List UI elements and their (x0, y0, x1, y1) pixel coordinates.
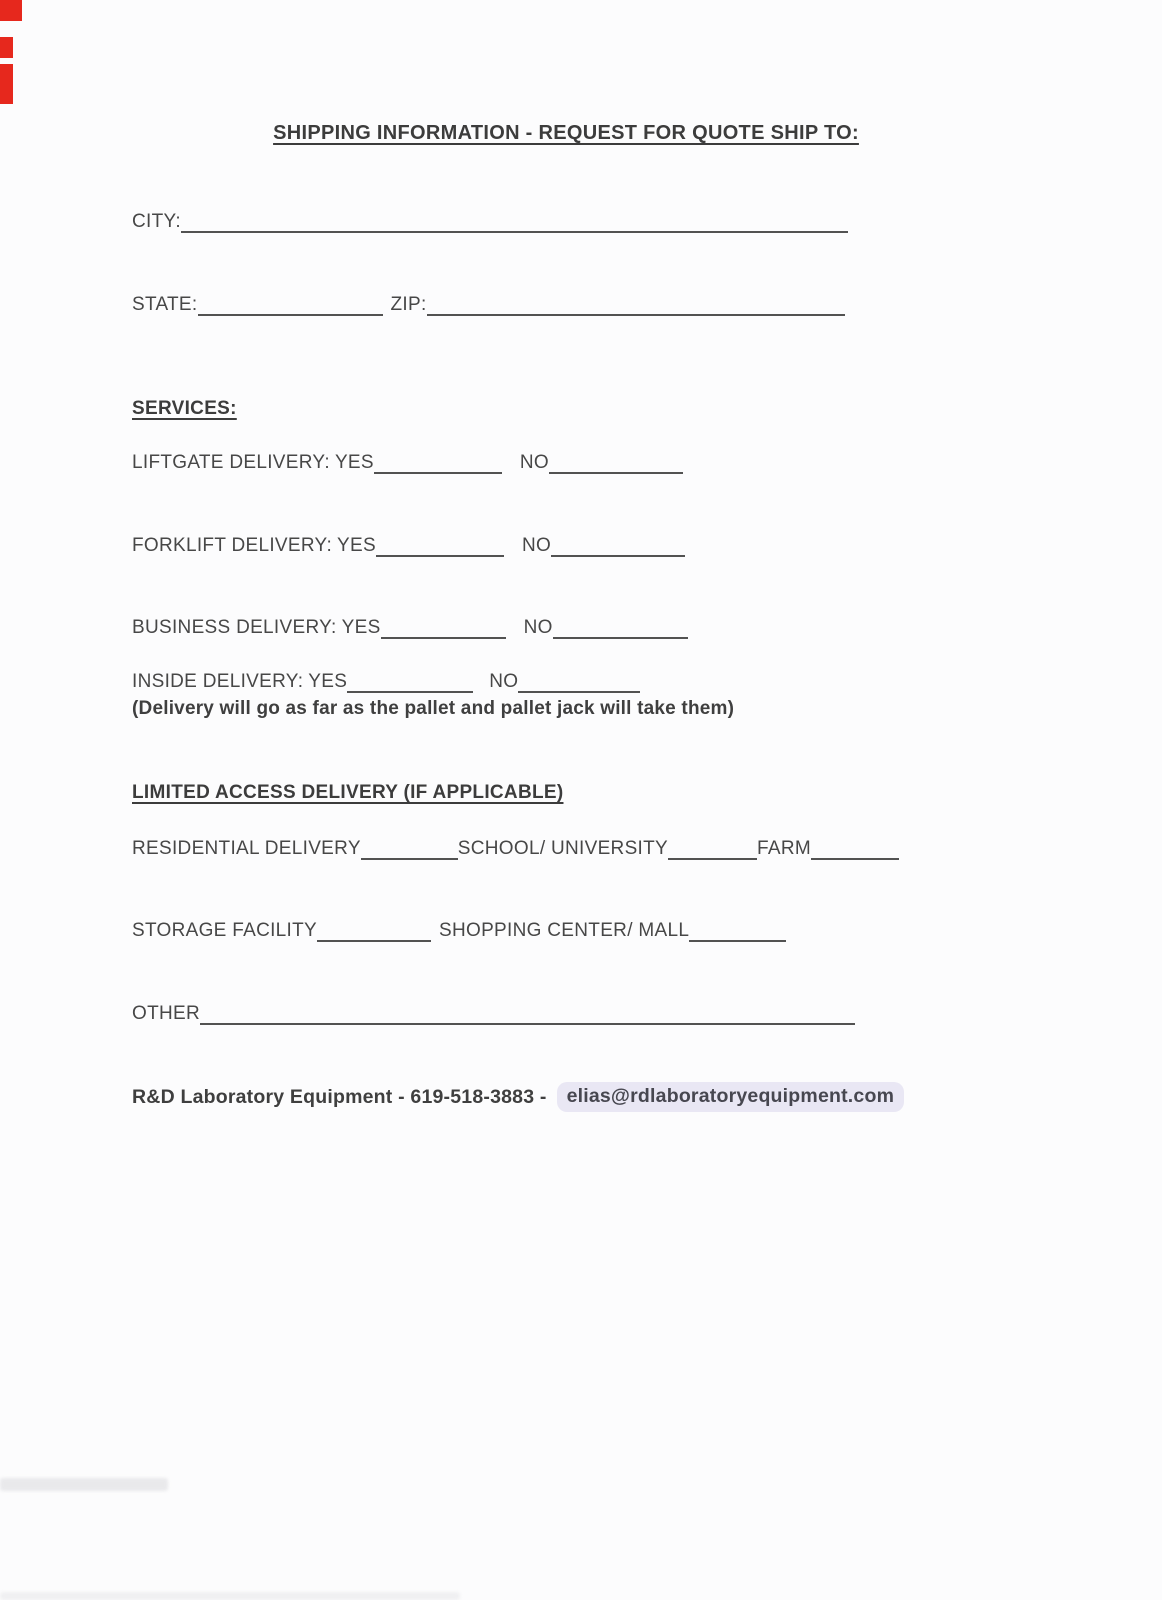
city-field-row (132, 211, 848, 233)
state-zip-field-row (132, 294, 845, 316)
business-delivery-row (132, 617, 688, 639)
inside-yes-blank-line (347, 671, 473, 693)
state-label: STATE: (132, 294, 198, 315)
yes-label: YES (337, 535, 376, 556)
limited-access-row-2 (132, 920, 786, 942)
page-title: SHIPPING INFORMATION - REQUEST FOR QUOTE SHIP TO: (273, 122, 859, 144)
liftgate-delivery-row (132, 452, 683, 474)
farm-blank-line (811, 838, 899, 860)
residential-blank-line (361, 838, 458, 860)
contact-email: elias@rdlaboratoryequipment.com (557, 1082, 905, 1112)
inside-no-blank-line (518, 671, 640, 693)
liftgate-yes-blank-line (374, 452, 502, 474)
yes-label: YES (334, 452, 374, 473)
state-blank-line (198, 294, 383, 316)
no-label: NO (523, 617, 553, 638)
inside-delivery-note: (Delivery will go as far as the pallet and pallet jack will take them) (132, 698, 735, 719)
business-no-blank-line (553, 617, 688, 639)
city-label: CITY: (132, 211, 182, 232)
forklift-yes-blank-line (376, 535, 504, 557)
footer-contact-line (132, 1082, 904, 1112)
shopping-center-mall-blank-line (689, 920, 786, 942)
no-label: NO (489, 671, 519, 692)
no-label: NO (521, 535, 552, 556)
forklift-delivery-label: FORKLIFT DELIVERY: (132, 535, 333, 556)
storage-facility-blank-line (317, 920, 431, 942)
zip-blank-line (427, 294, 845, 316)
shopping-center-mall-label: SHOPPING CENTER/ MALL (439, 920, 690, 941)
forklift-no-blank-line (551, 535, 685, 557)
storage-facility-label: STORAGE FACILITY (132, 920, 317, 941)
services-heading: SERVICES: (132, 398, 237, 419)
school-university-blank-line (668, 838, 757, 860)
school-university-label: SCHOOL/ UNIVERSITY (457, 838, 669, 859)
other-field-row (132, 1003, 855, 1025)
limited-access-row-1 (132, 838, 899, 860)
farm-label: FARM (757, 838, 811, 859)
scan-smudge-bottom-edge (0, 1592, 460, 1600)
forklift-delivery-row (132, 535, 685, 557)
residential-delivery-label: RESIDENTIAL DELIVERY (132, 838, 361, 859)
inside-delivery-label: INSIDE DELIVERY: (132, 671, 304, 692)
liftgate-delivery-label: LIFTGATE DELIVERY: (132, 452, 330, 473)
scan-artifact-red-mark-2 (0, 37, 13, 58)
inside-delivery-row (132, 671, 640, 693)
company-and-phone-text: R&D Laboratory Equipment - 619-518-3883 - (132, 1085, 547, 1108)
scan-smudge-bottom-left (0, 1478, 168, 1491)
liftgate-no-blank-line (549, 452, 683, 474)
yes-label: YES (308, 671, 348, 692)
business-yes-blank-line (381, 617, 506, 639)
other-label: OTHER (132, 1003, 200, 1024)
no-label: NO (519, 452, 549, 473)
scan-artifact-red-mark-1 (0, 0, 22, 21)
zip-label: ZIP: (390, 294, 427, 315)
scan-artifact-red-mark-3 (0, 64, 13, 104)
other-blank-line (200, 1003, 855, 1025)
city-blank-line (181, 211, 848, 233)
limited-access-heading: LIMITED ACCESS DELIVERY (IF APPLICABLE) (132, 782, 564, 803)
business-delivery-label: BUSINESS DELIVERY: (132, 617, 337, 638)
yes-label: YES (341, 617, 381, 638)
